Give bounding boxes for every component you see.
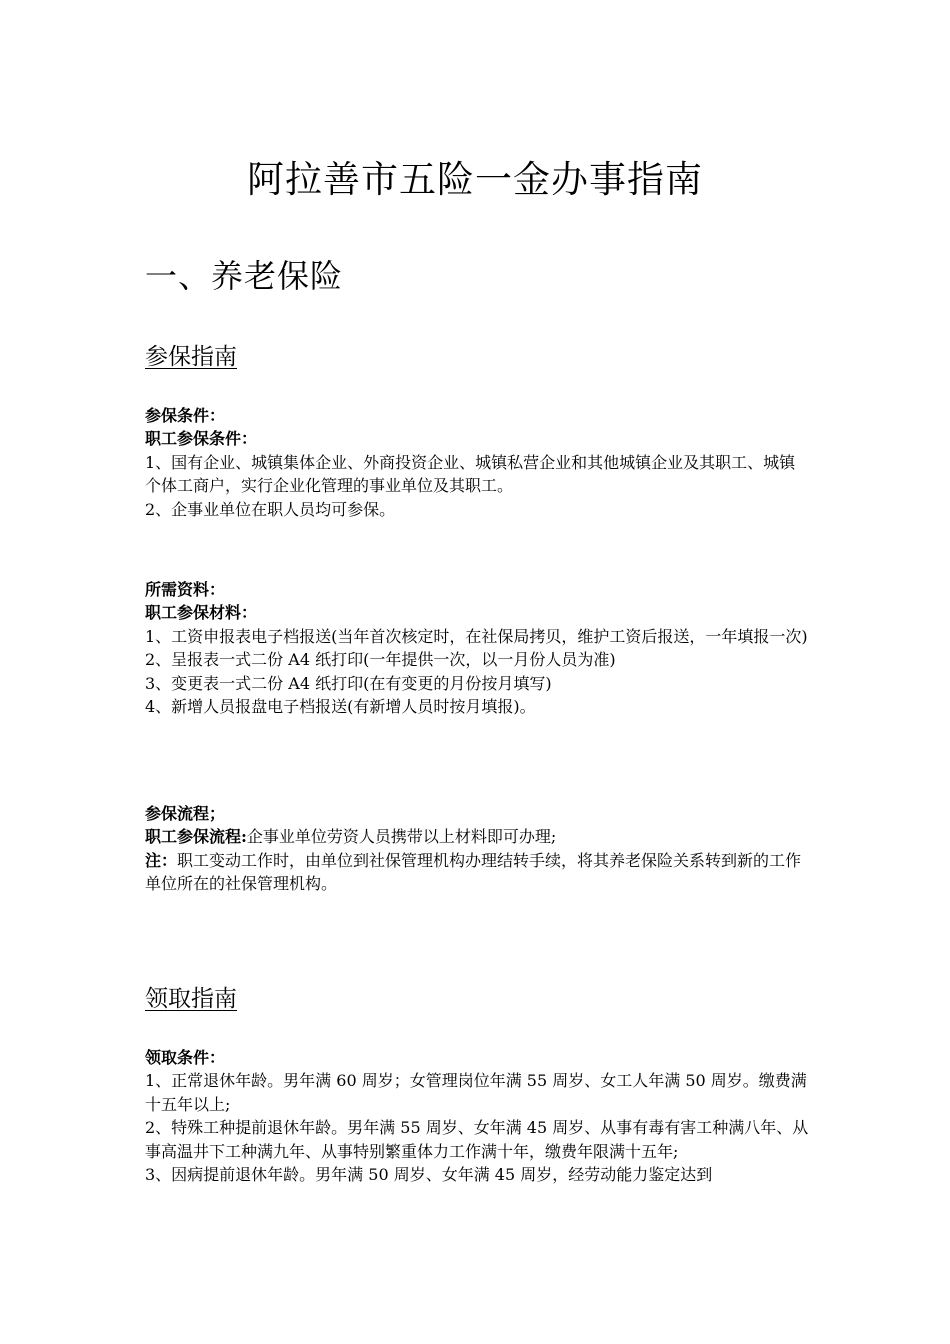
employee-conditions-label: 职工参保条件： [145, 429, 258, 449]
subsection-heading-enroll-guide: 参保指南 [145, 344, 237, 370]
employee-process-text: 企事业单位劳资人员携带以上材料即可办理; [246, 827, 557, 847]
note-label: 注： [145, 850, 178, 870]
material-item: 1、工资申报表电子档报送(当年首次核定时，在社保局拷贝，维护工资后报送，一年填报一次) [145, 626, 808, 646]
enroll-conditions-label: 参保条件： [145, 406, 226, 425]
claim-condition-item: 3、因病提前退休年龄。男年满 50 周岁、女年满 45 周岁，经劳动能力鉴定达到 [145, 1165, 713, 1185]
note-line [145, 849, 811, 896]
employee-materials-label: 职工参保材料： [145, 603, 258, 623]
material-item: 2、呈报表一式二份 A4 纸打印(一年提供一次，以一月份人员为准) [145, 650, 616, 670]
claim-conditions-label: 领取条件： [145, 1048, 226, 1067]
materials-label: 所需资料： [145, 580, 226, 599]
claim-condition-item: 1、正常退休年龄。男年满 60 周岁；女管理岗位年满 55 周岁、女工人年满 50 周岁。缴费满十五年以上; [145, 1071, 807, 1114]
claim-conditions-block [145, 1046, 811, 1186]
enroll-conditions-block [145, 404, 811, 521]
document-title: 阿拉善市五险一金办事指南 [247, 158, 703, 201]
employee-process-label: 职工参保流程: [145, 827, 247, 847]
note-text: 职工变动工作时，由单位到社保管理机构办理结转手续，将其养老保险关系转到新的工作单位所在的社保管理机构。 [145, 850, 802, 894]
section-heading-pension: 一、养老保险 [145, 257, 344, 295]
material-item: 4、新增人员报盘电子档报送(有新增人员时按月填报)。 [145, 697, 536, 717]
subsection-heading-claim-guide: 领取指南 [145, 986, 237, 1012]
employee-process-line [145, 825, 811, 848]
process-block [145, 802, 811, 896]
enroll-condition-item: 1、国有企业、城镇集体企业、外商投资企业、城镇私营企业和其他城镇企业及其职工、城镇个体工商户，实行企业化管理的事业单位及其职工。 [145, 452, 796, 496]
materials-block [145, 578, 811, 718]
process-label: 参保流程； [145, 804, 226, 823]
claim-condition-item: 2、特殊工种提前退休年龄。男年满 55 周岁、女年满 45 周岁、从事有毒有害工种满八年、从事高温井下工种满九年、从事特别繁重体力工作满十年，缴费年限满十五年; [145, 1118, 809, 1161]
enroll-condition-item: 2、企事业单位在职人员均可参保。 [145, 499, 396, 519]
material-item: 3、变更表一式二份 A4 纸打印(在有变更的月份按月填写) [145, 673, 552, 693]
